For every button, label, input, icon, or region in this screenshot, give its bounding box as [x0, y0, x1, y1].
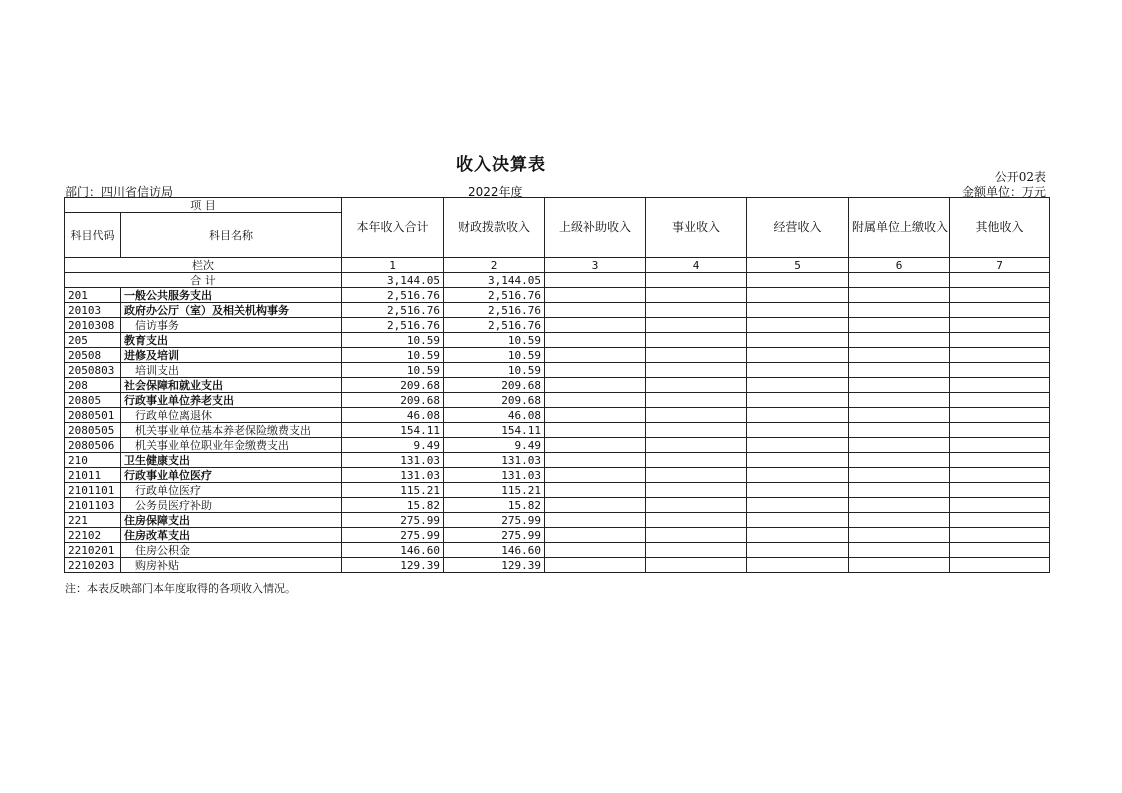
- row-code: 2101103: [65, 498, 121, 513]
- row-business-income: [646, 288, 747, 303]
- table-row: [65, 513, 1050, 528]
- row-affiliated-income: [849, 408, 950, 423]
- row-affiliated-income: [849, 543, 950, 558]
- row-operating-income: [747, 528, 849, 543]
- table-row: [65, 468, 1050, 483]
- row-code: 2101101: [65, 483, 121, 498]
- row-superior-income: [545, 453, 646, 468]
- row-superior-income: [545, 543, 646, 558]
- row-superior-income: [545, 378, 646, 393]
- row-name: 行政单位医疗: [121, 483, 342, 498]
- row-business-income: [646, 348, 747, 363]
- row-superior-income: [545, 498, 646, 513]
- row-total-income: 46.08: [342, 408, 444, 423]
- row-operating-income: [747, 558, 849, 573]
- row-operating-income: [747, 318, 849, 333]
- row-affiliated-income: [849, 453, 950, 468]
- header-business-income: 事业收入: [646, 198, 747, 258]
- row-total-income: 2,516.76: [342, 288, 444, 303]
- table-row: [65, 408, 1050, 423]
- row-operating-income: [747, 483, 849, 498]
- row-other-income: [950, 423, 1050, 438]
- row-business-income: [646, 453, 747, 468]
- row-total-income: 2,516.76: [342, 303, 444, 318]
- row-fiscal-income: 10.59: [444, 348, 545, 363]
- row-total-income: 10.59: [342, 363, 444, 378]
- fiscal-year: 2022年度: [468, 185, 523, 199]
- form-code: 公开02表: [994, 170, 1046, 184]
- row-business-income: [646, 543, 747, 558]
- row-business-income: [646, 303, 747, 318]
- income-final-accounts-table: [64, 197, 1050, 573]
- header-affiliated-income: 附属单位上缴收入: [849, 198, 950, 258]
- row-fiscal-income: 131.03: [444, 468, 545, 483]
- row-total-income: 10.59: [342, 333, 444, 348]
- row-total-income: 9.49: [342, 438, 444, 453]
- row-operating-income: [747, 438, 849, 453]
- row-superior-income: [545, 303, 646, 318]
- row-superior-income: [545, 318, 646, 333]
- row-other-income: [950, 393, 1050, 408]
- row-code: 20805: [65, 393, 121, 408]
- row-fiscal-income: 146.60: [444, 543, 545, 558]
- row-code: 2210203: [65, 558, 121, 573]
- row-operating-income: [747, 393, 849, 408]
- row-operating-income: [747, 453, 849, 468]
- row-business-income: [646, 468, 747, 483]
- row-affiliated-income: [849, 303, 950, 318]
- table-row: [65, 483, 1050, 498]
- row-other-income: [950, 558, 1050, 573]
- row-affiliated-income: [849, 348, 950, 363]
- row-name: 住房改革支出: [121, 528, 342, 543]
- row-name: 机关事业单位基本养老保险缴费支出: [121, 423, 342, 438]
- row-other-income: [950, 408, 1050, 423]
- row-name: 信访事务: [121, 318, 342, 333]
- row-fiscal-income: 2,516.76: [444, 303, 545, 318]
- row-superior-income: [545, 468, 646, 483]
- table-row: [65, 363, 1050, 378]
- footnote: 注：本表反映部门本年度取得的各项收入情况。: [65, 582, 296, 595]
- row-affiliated-income: [849, 288, 950, 303]
- table-row: [65, 498, 1050, 513]
- row-operating-income: [747, 378, 849, 393]
- row-fiscal-income: 2,516.76: [444, 288, 545, 303]
- row-other-income: [950, 513, 1050, 528]
- row-affiliated-income: [849, 558, 950, 573]
- row-total-income: 275.99: [342, 528, 444, 543]
- row-affiliated-income: [849, 423, 950, 438]
- table-row: [65, 438, 1050, 453]
- row-code: 210: [65, 453, 121, 468]
- row-business-income: [646, 483, 747, 498]
- row-superior-income: [545, 423, 646, 438]
- row-other-income: [950, 528, 1050, 543]
- row-operating-income: [747, 363, 849, 378]
- row-operating-income: [747, 408, 849, 423]
- table-row: [65, 543, 1050, 558]
- row-operating-income: [747, 303, 849, 318]
- row-code: 21011: [65, 468, 121, 483]
- row-superior-income: [545, 513, 646, 528]
- header-name: 科目名称: [121, 213, 342, 258]
- table-row: [65, 288, 1050, 303]
- row-affiliated-income: [849, 363, 950, 378]
- row-business-income: [646, 528, 747, 543]
- column-index: 5: [747, 258, 849, 273]
- row-business-income: [646, 438, 747, 453]
- column-index: 2: [444, 258, 545, 273]
- row-business-income: [646, 318, 747, 333]
- column-index: 7: [950, 258, 1050, 273]
- row-fiscal-income: 209.68: [444, 378, 545, 393]
- row-other-income: [950, 483, 1050, 498]
- row-fiscal-income: 129.39: [444, 558, 545, 573]
- row-affiliated-income: [849, 513, 950, 528]
- row-total-income: 209.68: [342, 393, 444, 408]
- row-other-income: [950, 348, 1050, 363]
- row-name: 社会保障和就业支出: [121, 378, 342, 393]
- row-fiscal-income: 275.99: [444, 513, 545, 528]
- row-affiliated-income: [849, 393, 950, 408]
- row-code: 22102: [65, 528, 121, 543]
- row-total-income: 146.60: [342, 543, 444, 558]
- row-code: 20508: [65, 348, 121, 363]
- row-name: 行政事业单位养老支出: [121, 393, 342, 408]
- header-other-income: 其他收入: [950, 198, 1050, 258]
- row-name: 行政单位离退休: [121, 408, 342, 423]
- row-other-income: [950, 468, 1050, 483]
- row-code: 2080501: [65, 408, 121, 423]
- row-code: 2210201: [65, 543, 121, 558]
- row-fiscal-income: 2,516.76: [444, 318, 545, 333]
- row-other-income: [950, 288, 1050, 303]
- row-total-income: 2,516.76: [342, 318, 444, 333]
- row-code: 2050803: [65, 363, 121, 378]
- total-row: [65, 273, 1050, 288]
- row-superior-income: [545, 408, 646, 423]
- total-income-value: 3,144.05: [342, 273, 444, 288]
- row-total-income: 10.59: [342, 348, 444, 363]
- row-affiliated-income: [849, 438, 950, 453]
- row-name: 住房公积金: [121, 543, 342, 558]
- row-fiscal-income: 131.03: [444, 453, 545, 468]
- row-superior-income: [545, 288, 646, 303]
- table-row: [65, 528, 1050, 543]
- row-fiscal-income: 10.59: [444, 363, 545, 378]
- row-business-income: [646, 378, 747, 393]
- row-name: 培训支出: [121, 363, 342, 378]
- row-other-income: [950, 438, 1050, 453]
- row-affiliated-income: [849, 468, 950, 483]
- header-superior-subsidy: 上级补助收入: [545, 198, 646, 258]
- header-operating-income: 经营收入: [747, 198, 849, 258]
- table-row: [65, 378, 1050, 393]
- column-index: 3: [545, 258, 646, 273]
- row-operating-income: [747, 468, 849, 483]
- header-code: 科目代码: [65, 213, 121, 258]
- row-total-income: 15.82: [342, 498, 444, 513]
- row-superior-income: [545, 438, 646, 453]
- row-fiscal-income: 154.11: [444, 423, 545, 438]
- row-name: 卫生健康支出: [121, 453, 342, 468]
- row-affiliated-income: [849, 498, 950, 513]
- row-business-income: [646, 333, 747, 348]
- row-fiscal-income: 46.08: [444, 408, 545, 423]
- row-total-income: 131.03: [342, 453, 444, 468]
- row-superior-income: [545, 558, 646, 573]
- row-operating-income: [747, 513, 849, 528]
- department-label: 部门：四川省信访局: [65, 185, 174, 199]
- row-code: 2010308: [65, 318, 121, 333]
- row-other-income: [950, 378, 1050, 393]
- row-affiliated-income: [849, 378, 950, 393]
- row-fiscal-income: 9.49: [444, 438, 545, 453]
- row-code: 201: [65, 288, 121, 303]
- row-name: 机关事业单位职业年金缴费支出: [121, 438, 342, 453]
- row-superior-income: [545, 363, 646, 378]
- header-row-1: [65, 198, 1050, 213]
- table-row: [65, 423, 1050, 438]
- row-code: 208: [65, 378, 121, 393]
- table-row: [65, 348, 1050, 363]
- row-business-income: [646, 363, 747, 378]
- column-index: 1: [342, 258, 444, 273]
- table-row: [65, 303, 1050, 318]
- row-affiliated-income: [849, 483, 950, 498]
- row-operating-income: [747, 498, 849, 513]
- page-title: 收入决算表: [456, 155, 546, 175]
- row-name: 行政事业单位医疗: [121, 468, 342, 483]
- header-total-income: 本年收入合计: [342, 198, 444, 258]
- row-business-income: [646, 498, 747, 513]
- row-operating-income: [747, 288, 849, 303]
- row-superior-income: [545, 348, 646, 363]
- table-row: [65, 558, 1050, 573]
- column-index: 6: [849, 258, 950, 273]
- row-total-income: 129.39: [342, 558, 444, 573]
- row-business-income: [646, 408, 747, 423]
- row-total-income: 131.03: [342, 468, 444, 483]
- row-fiscal-income: 275.99: [444, 528, 545, 543]
- table-row: [65, 393, 1050, 408]
- row-other-income: [950, 363, 1050, 378]
- table-row: [65, 318, 1050, 333]
- row-name: 政府办公厅（室）及相关机构事务: [121, 303, 342, 318]
- row-total-income: 154.11: [342, 423, 444, 438]
- row-business-income: [646, 423, 747, 438]
- row-fiscal-income: 10.59: [444, 333, 545, 348]
- row-other-income: [950, 303, 1050, 318]
- row-name: 进修及培训: [121, 348, 342, 363]
- row-code: 20103: [65, 303, 121, 318]
- row-code: 2080506: [65, 438, 121, 453]
- total-label: 合 计: [65, 273, 342, 288]
- row-operating-income: [747, 543, 849, 558]
- row-total-income: 115.21: [342, 483, 444, 498]
- row-affiliated-income: [849, 318, 950, 333]
- total-fiscal-value: 3,144.05: [444, 273, 545, 288]
- row-code: 205: [65, 333, 121, 348]
- row-other-income: [950, 318, 1050, 333]
- column-index: 4: [646, 258, 747, 273]
- row-name: 住房保障支出: [121, 513, 342, 528]
- row-name: 购房补贴: [121, 558, 342, 573]
- row-fiscal-income: 15.82: [444, 498, 545, 513]
- row-operating-income: [747, 333, 849, 348]
- row-other-income: [950, 543, 1050, 558]
- row-total-income: 209.68: [342, 378, 444, 393]
- row-business-income: [646, 513, 747, 528]
- row-operating-income: [747, 348, 849, 363]
- column-index-label: 栏次: [65, 258, 342, 273]
- row-superior-income: [545, 528, 646, 543]
- row-other-income: [950, 453, 1050, 468]
- row-superior-income: [545, 393, 646, 408]
- table-body: [65, 288, 1050, 573]
- row-fiscal-income: 209.68: [444, 393, 545, 408]
- row-code: 221: [65, 513, 121, 528]
- row-name: 公务员医疗补助: [121, 498, 342, 513]
- row-fiscal-income: 115.21: [444, 483, 545, 498]
- row-business-income: [646, 393, 747, 408]
- table-row: [65, 453, 1050, 468]
- row-superior-income: [545, 333, 646, 348]
- header-xiang-mu: 项 目: [65, 198, 342, 213]
- header-fiscal-allocation: 财政拨款收入: [444, 198, 545, 258]
- row-other-income: [950, 498, 1050, 513]
- row-superior-income: [545, 483, 646, 498]
- amount-unit: 金额单位：万元: [961, 185, 1046, 199]
- row-name: 教育支出: [121, 333, 342, 348]
- row-other-income: [950, 333, 1050, 348]
- row-affiliated-income: [849, 528, 950, 543]
- table-row: [65, 333, 1050, 348]
- row-affiliated-income: [849, 333, 950, 348]
- row-code: 2080505: [65, 423, 121, 438]
- row-name: 一般公共服务支出: [121, 288, 342, 303]
- row-operating-income: [747, 423, 849, 438]
- column-index-row: [65, 258, 1050, 273]
- row-total-income: 275.99: [342, 513, 444, 528]
- row-business-income: [646, 558, 747, 573]
